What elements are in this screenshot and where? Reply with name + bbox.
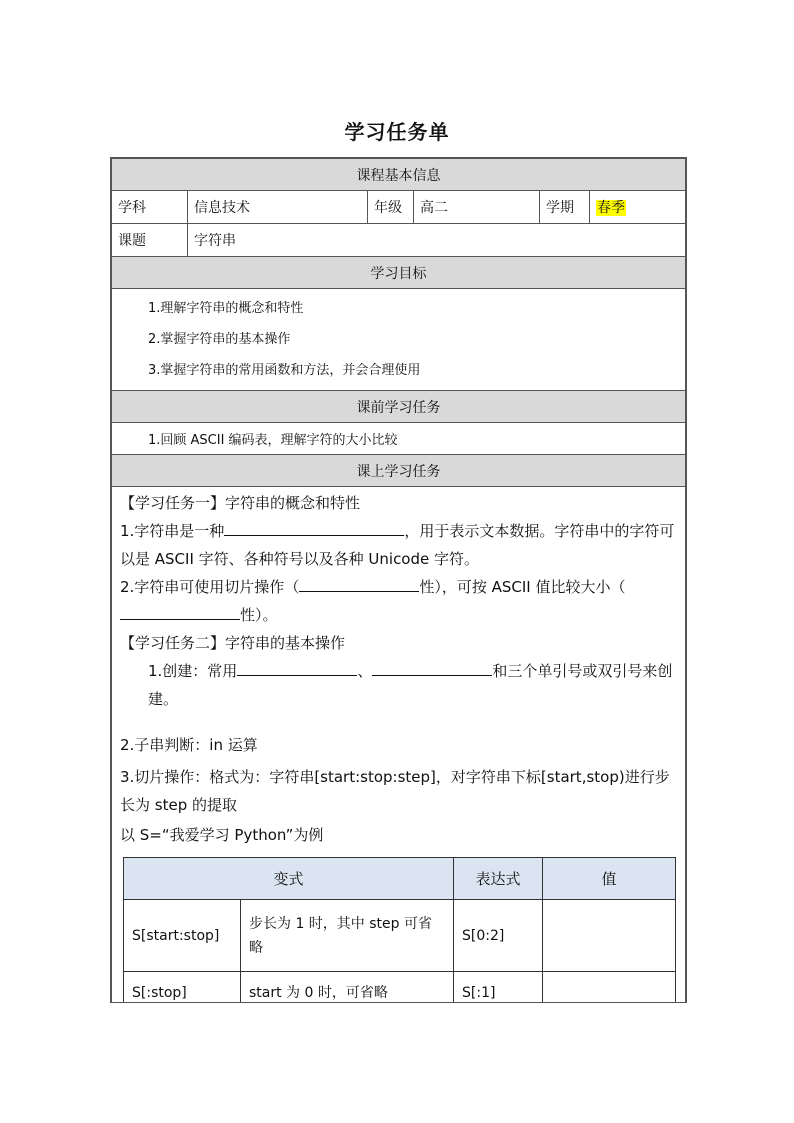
section-header-pre-class: 课前学习任务 — [112, 391, 686, 423]
task1-paragraph-1: 1.字符串是一种 ，用于表示文本数据。字符串中的字符可以是 ASCII 字符、各种符号以及各种 Unicode 字符。 — [120, 517, 677, 573]
grade-value: 高二 — [414, 191, 540, 224]
section-header-basic-info: 课程基本信息 — [112, 159, 686, 191]
task2-paragraph-2: 2.子串判断：in 运算 — [120, 736, 258, 754]
topic-value: 字符串 — [188, 224, 686, 257]
topic-label: 课题 — [112, 224, 188, 257]
slice-value[interactable] — [543, 972, 676, 1004]
subject-label: 学科 — [112, 191, 188, 224]
fill-blank[interactable] — [120, 601, 240, 620]
subject-value: 信息技术 — [188, 191, 368, 224]
slice-value[interactable] — [543, 900, 676, 972]
table-row — [124, 900, 676, 972]
grade-label: 年级 — [368, 191, 414, 224]
task1-title: 【学习任务一】字符串的概念和特性 — [120, 494, 361, 512]
page-title: 学习任务单 — [344, 120, 450, 144]
slice-header-form: 变式 — [124, 858, 454, 900]
goal-item: 2.掌握字符串的基本操作 — [148, 332, 291, 347]
slice-header-value: 值 — [543, 858, 676, 900]
info-table — [111, 158, 686, 1003]
goals-list — [112, 289, 686, 391]
slice-expr: S[:1] — [454, 972, 543, 1004]
term-value: 春季 — [597, 200, 625, 216]
slice-header-expr: 表达式 — [454, 858, 543, 900]
pre-class-item: 1.回顾 ASCII 编码表，理解字符的大小比较 — [112, 423, 686, 455]
slice-desc: start 为 0 时，可省略 — [241, 972, 454, 1004]
task2-paragraph-4: 以 S=“我爱学习 Python”为例 — [120, 826, 324, 844]
task2-paragraph-3: 3.切片操作：格式为：字符串[start:stop:step]，对字符串下标[start,stop)进行步长为 step 的提取 — [120, 768, 670, 814]
slice-table — [123, 857, 676, 1003]
in-class-content — [112, 487, 686, 1004]
fill-blank[interactable] — [372, 657, 492, 676]
task1-paragraph-2: 2.字符串可使用切片操作（ 性），可按 ASCII 值比较大小（性）。 — [120, 573, 677, 629]
slice-form: S[:stop] — [124, 972, 241, 1004]
term-label: 学期 — [540, 191, 590, 224]
section-header-goals: 学习目标 — [112, 257, 686, 289]
goal-item: 1.理解字符串的概念和特性 — [148, 301, 304, 316]
fill-blank[interactable] — [224, 517, 404, 536]
goal-item: 3.掌握字符串的常用函数和方法，并会合理使用 — [148, 363, 421, 378]
fill-blank[interactable] — [237, 657, 357, 676]
slice-desc: 步长为 1 时，其中 step 可省略 — [241, 900, 454, 972]
slice-expr: S[0:2] — [454, 900, 543, 972]
task2-paragraph-1: 1.创建：常用 、 和三个单引号或双引号来创建。 — [120, 657, 677, 713]
slice-form: S[start:stop] — [124, 900, 241, 972]
table-row — [124, 972, 676, 1004]
task2-title: 【学习任务二】字符串的基本操作 — [120, 634, 346, 652]
section-header-in-class: 课上学习任务 — [112, 455, 686, 487]
fill-blank[interactable] — [299, 573, 419, 592]
term-cell — [590, 191, 686, 224]
task-sheet — [110, 157, 687, 1003]
